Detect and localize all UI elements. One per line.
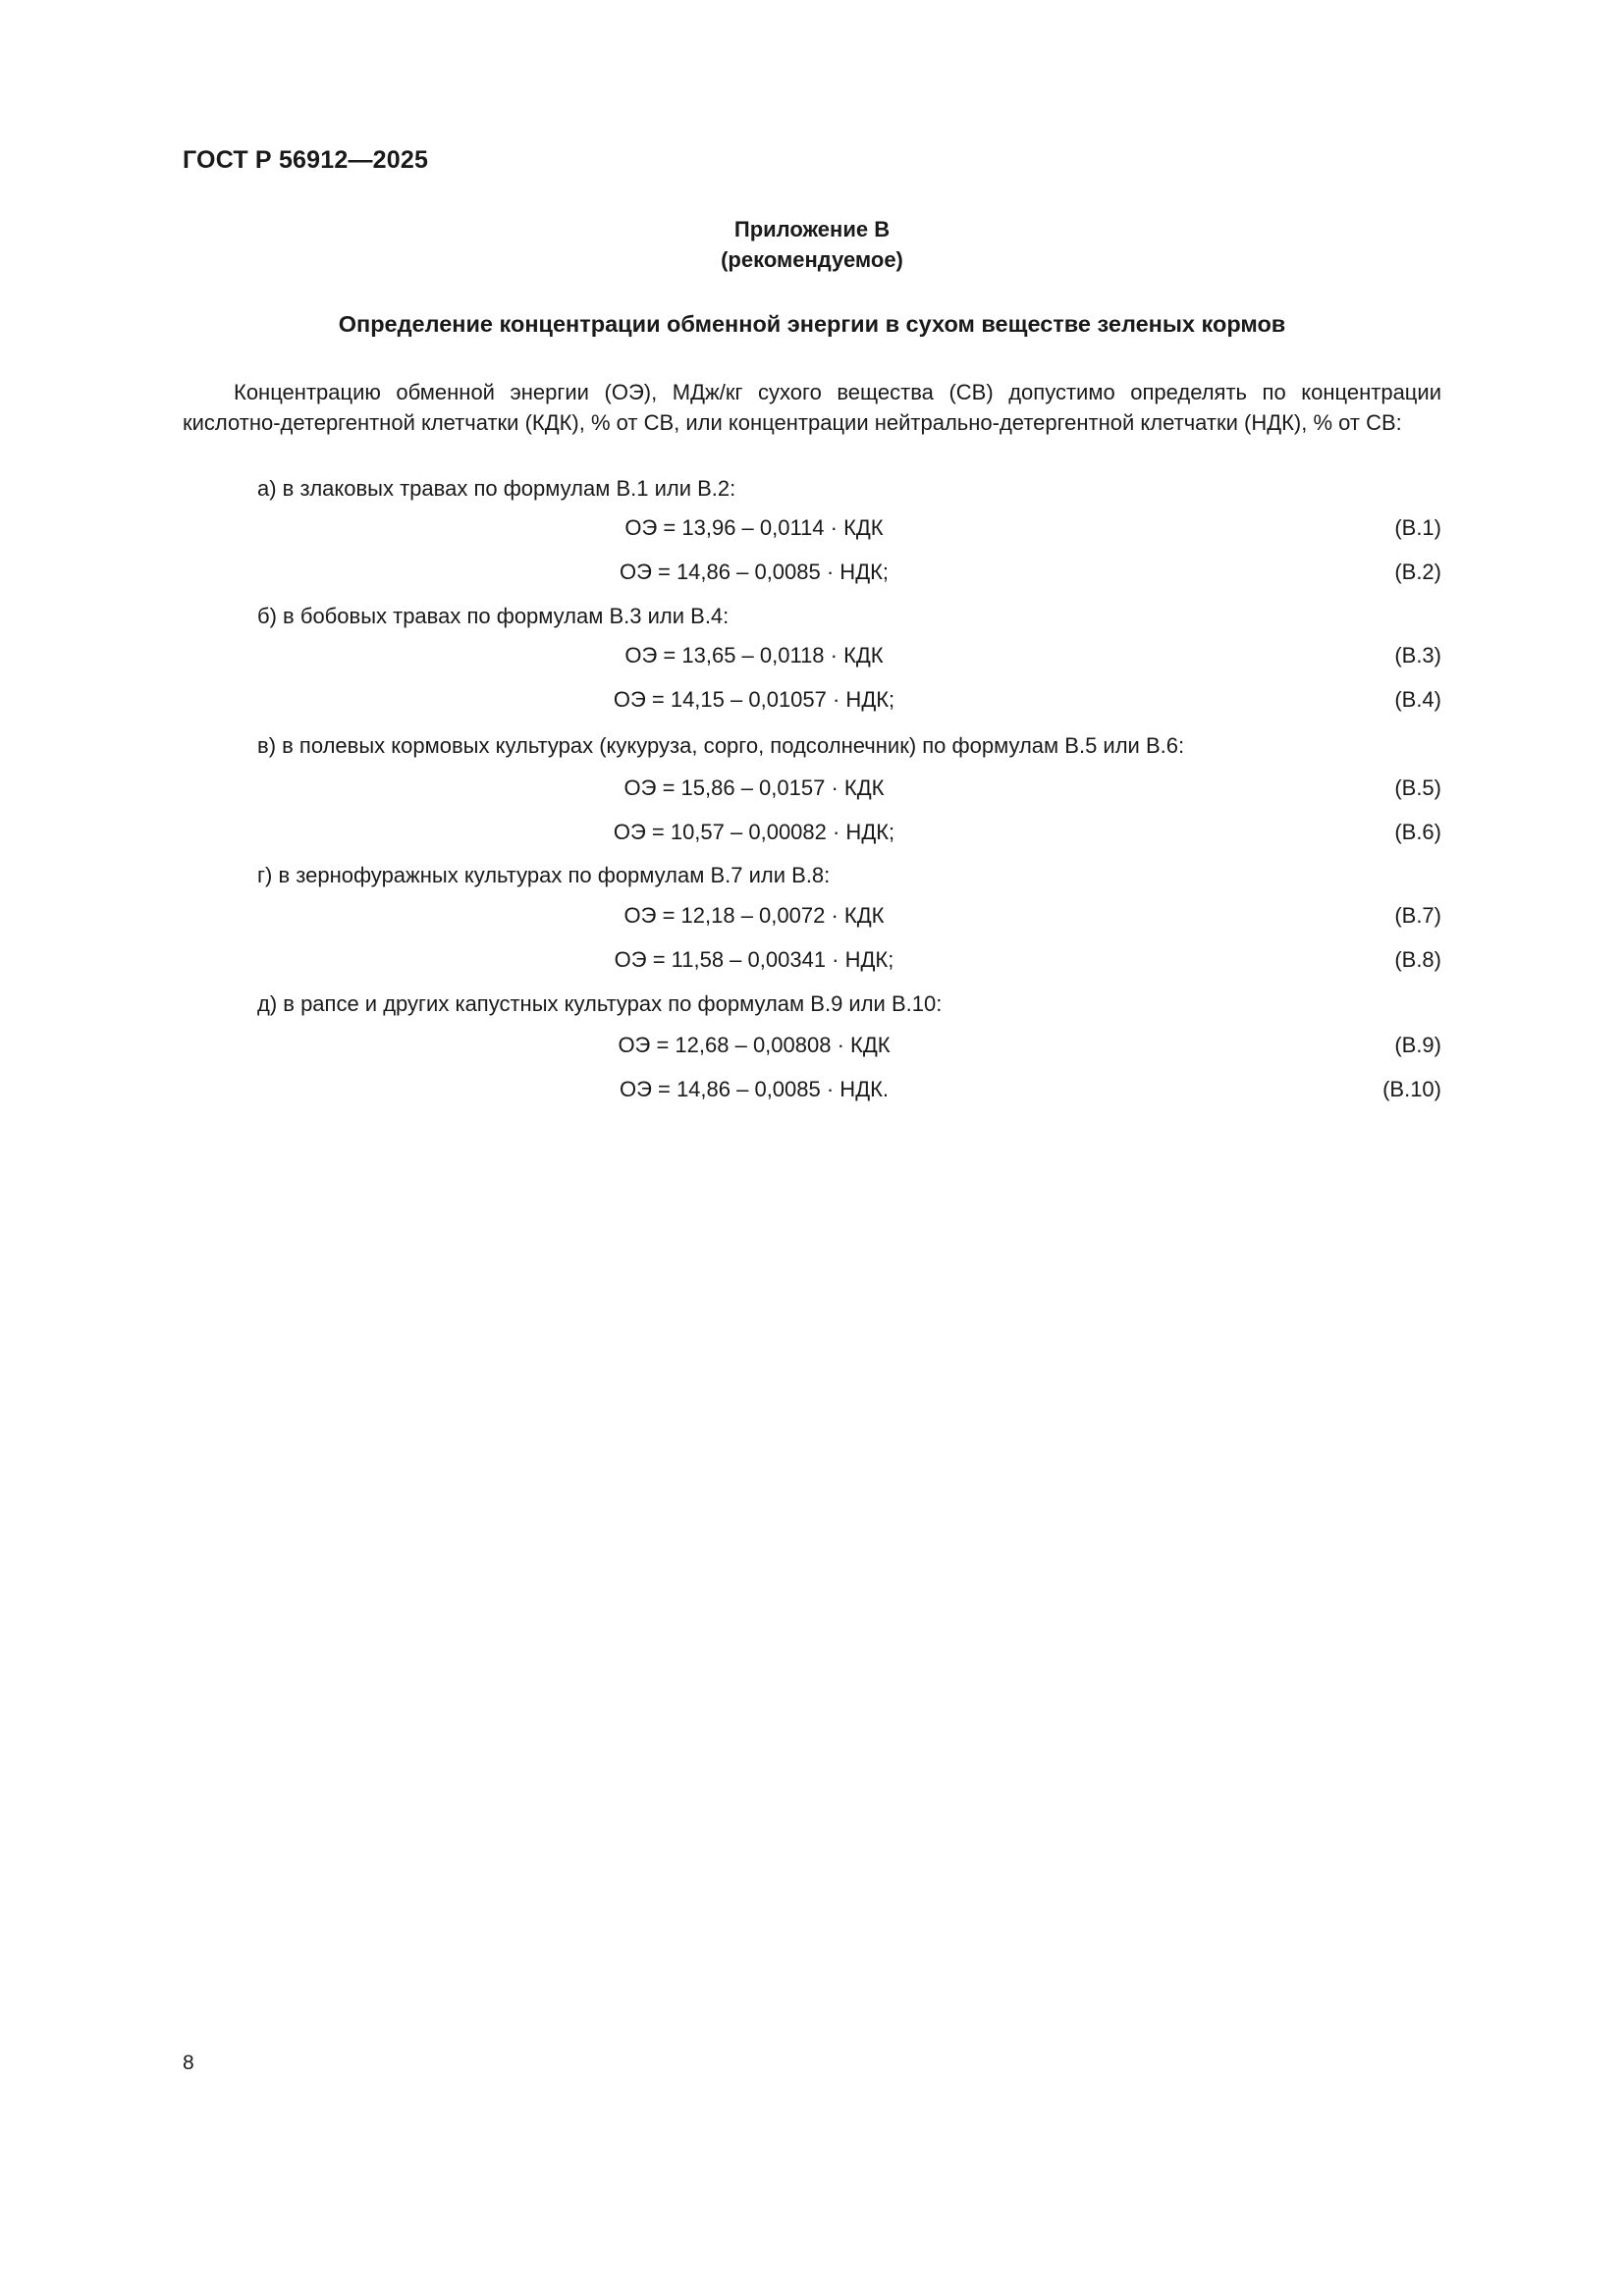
formula-expression: ОЭ = 14,86 – 0,0085 · НДК; <box>619 560 890 584</box>
formula-number: (В.4) <box>1394 687 1441 712</box>
formula-row-b3 <box>183 641 1441 670</box>
annex-heading-block <box>183 214 1441 275</box>
formula-expression: ОЭ = 12,18 – 0,0072 · КДК <box>623 903 885 928</box>
formula-row-b7 <box>183 901 1441 931</box>
formula-expression: ОЭ = 15,86 – 0,0157 · КДК <box>623 775 885 800</box>
formula-row-b2 <box>183 558 1441 587</box>
formula-number: (В.1) <box>1394 515 1441 540</box>
list-item-g: г) в зернофуражных культурах по формулам В.7 или В.8: <box>257 863 831 887</box>
formula-expression: ОЭ = 14,15 – 0,01057 · НДК; <box>613 687 895 712</box>
formula-expression: ОЭ = 11,58 – 0,00341 · НДК; <box>614 947 894 972</box>
formula-expression: ОЭ = 12,68 – 0,00808 · КДК <box>618 1033 891 1057</box>
intro-paragraph: Концентрацию обменной энергии (ОЭ), МДж/кг сухого вещества (СВ) допустимо определять по концентрации кислотно-детергентной клетчатки (КДК), % от СВ, или концентрации нейтрально-детергентной клетчатки (НДК), % от СВ: <box>183 380 1441 435</box>
formula-number: (В.3) <box>1394 643 1441 667</box>
formula-number: (В.5) <box>1394 775 1441 800</box>
formula-row-b8 <box>183 945 1441 975</box>
formula-number: (В.2) <box>1394 560 1441 584</box>
formula-row-b9 <box>183 1031 1441 1060</box>
formula-row-b5 <box>183 774 1441 803</box>
formula-expression: ОЭ = 13,65 – 0,0118 · КДК <box>624 643 884 667</box>
annex-title: Определение концентрации обменной энергии в сухом веществе зеленых кормов <box>338 311 1286 337</box>
formula-row-b1 <box>183 513 1441 543</box>
formula-number: (В.9) <box>1394 1033 1441 1057</box>
formula-number: (В.6) <box>1394 820 1441 844</box>
list-item-d: д) в рапсе и других капустных культурах по формулам В.9 или В.10: <box>257 991 943 1016</box>
formula-number: (В.7) <box>1394 903 1441 928</box>
formula-row-b4 <box>183 685 1441 715</box>
standard-header: ГОСТ Р 56912—2025 <box>183 146 429 174</box>
formula-expression: ОЭ = 14,86 – 0,0085 · НДК. <box>619 1077 890 1101</box>
formula-number: (В.8) <box>1394 947 1441 972</box>
formula-number: (В.10) <box>1382 1077 1441 1101</box>
formula-expression: ОЭ = 10,57 – 0,00082 · НДК; <box>613 820 895 844</box>
formula-expression: ОЭ = 13,96 – 0,0114 · КДК <box>624 515 884 540</box>
page-number: 8 <box>183 2052 194 2074</box>
list-item-a: а) в злаковых травах по формулам В.1 или В.2: <box>257 476 736 501</box>
annex-status: (рекомендуемое) <box>721 247 903 272</box>
annex-label: Приложение В <box>733 217 891 241</box>
list-item-v: в) в полевых кормовых культурах (кукуруза, сорго, подсолнечник) по формулам В.5 или В.6: <box>257 733 1185 758</box>
list-item-b: б) в бобовых травах по формулам В.3 или В.4: <box>257 604 730 628</box>
formula-row-b10 <box>183 1075 1441 1104</box>
formula-row-b6 <box>183 818 1441 847</box>
